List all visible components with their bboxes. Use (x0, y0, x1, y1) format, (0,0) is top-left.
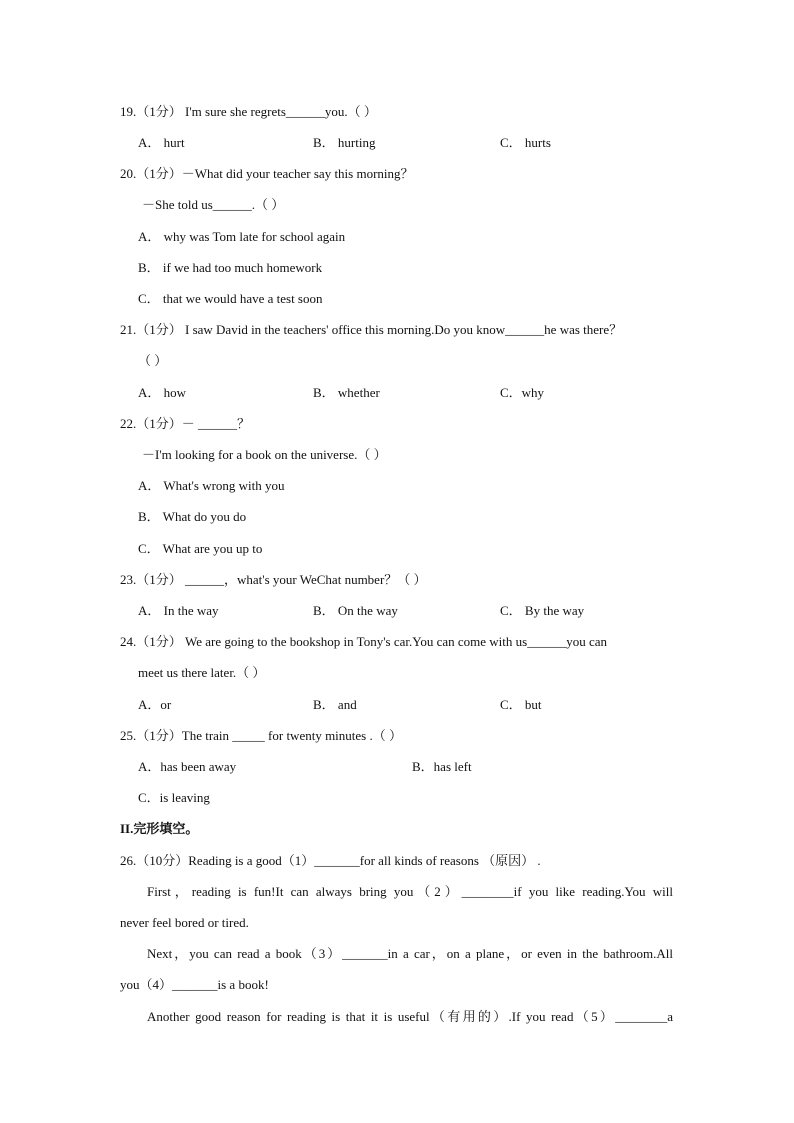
question-20-line2: －She told us______.（ ） (142, 197, 285, 212)
q22-option-a[interactable]: A． What's wrong with you (138, 478, 285, 493)
section-heading-cloze: II.完形填空。 (120, 821, 199, 836)
q19-option-c[interactable]: C． hurts (500, 135, 551, 150)
q22-option-c[interactable]: C． What are you up to (138, 541, 263, 556)
question-23-stem: 23.（1分） ______，what's your WeChat number？（ ） (120, 572, 427, 587)
q25-option-c[interactable]: C．is leaving (138, 790, 210, 805)
q25-option-b[interactable]: B．has left (412, 759, 472, 774)
q20-option-c[interactable]: C． that we would have a test soon (138, 291, 323, 306)
q22-option-b[interactable]: B． What do you do (138, 509, 247, 524)
q24-option-a[interactable]: A．or (138, 697, 172, 712)
q19-option-a[interactable]: A． hurt (138, 135, 185, 150)
question-22-stem: 22.（1分）－ ______？ (120, 416, 251, 431)
q26-paragraph-2-line-1: Next，you can read a book（3）_______in a car，on a plane，or even in the bathroom.All (147, 946, 673, 961)
question-26-stem: 26.（10分）Reading is a good（1）_______for all kinds of reasons （原因） . (120, 853, 541, 868)
q26-paragraph-2-line-2: you（4）_______is a book! (120, 977, 269, 992)
q21-option-a[interactable]: A． how (138, 385, 187, 400)
question-22-line2: －I'm looking for a book on the universe.（ ） (142, 447, 387, 462)
q23-option-a[interactable]: A． In the way (138, 603, 219, 618)
q24-option-c[interactable]: C． but (500, 697, 542, 712)
question-21-line2: （ ） (138, 353, 168, 368)
question-25-stem: 25.（1分）The train _____ for twenty minutes .（ ） (120, 728, 402, 743)
q21-option-b[interactable]: B． whether (313, 385, 380, 400)
q25-option-a[interactable]: A．has been away (138, 759, 237, 774)
q24-option-b[interactable]: B． and (313, 697, 357, 712)
question-24-line2: meet us there later.（ ） (138, 665, 266, 680)
question-21-stem: 21.（1分） I saw David in the teachers' office this morning.Do you know______he was there？ (120, 322, 623, 337)
q19-option-b[interactable]: B． hurting (313, 135, 376, 150)
question-24-stem: 24.（1分） We are going to the bookshop in Tony's car.You can come with us______you can (120, 634, 607, 649)
q26-paragraph-1-line-2: never feel bored or tired. (120, 915, 249, 930)
q21-option-c[interactable]: C．why (500, 385, 545, 400)
q20-option-a[interactable]: A． why was Tom late for school again (138, 229, 346, 244)
question-20-stem: 20.（1分）－What did your teacher say this morning？ (120, 166, 414, 181)
question-19-stem: 19.（1分） I'm sure she regrets______you.（ ） (120, 104, 377, 119)
q26-paragraph-1-line-1: First，reading is fun!It can always bring you（2）________if you like reading.You will (147, 884, 673, 899)
q26-paragraph-3-line-1: Another good reason for reading is that it is useful（有用的）.If you read（5）________a (147, 1009, 673, 1024)
q20-option-b[interactable]: B． if we had too much homework (138, 260, 323, 275)
q23-option-b[interactable]: B． On the way (313, 603, 398, 618)
q23-option-c[interactable]: C． By the way (500, 603, 585, 618)
